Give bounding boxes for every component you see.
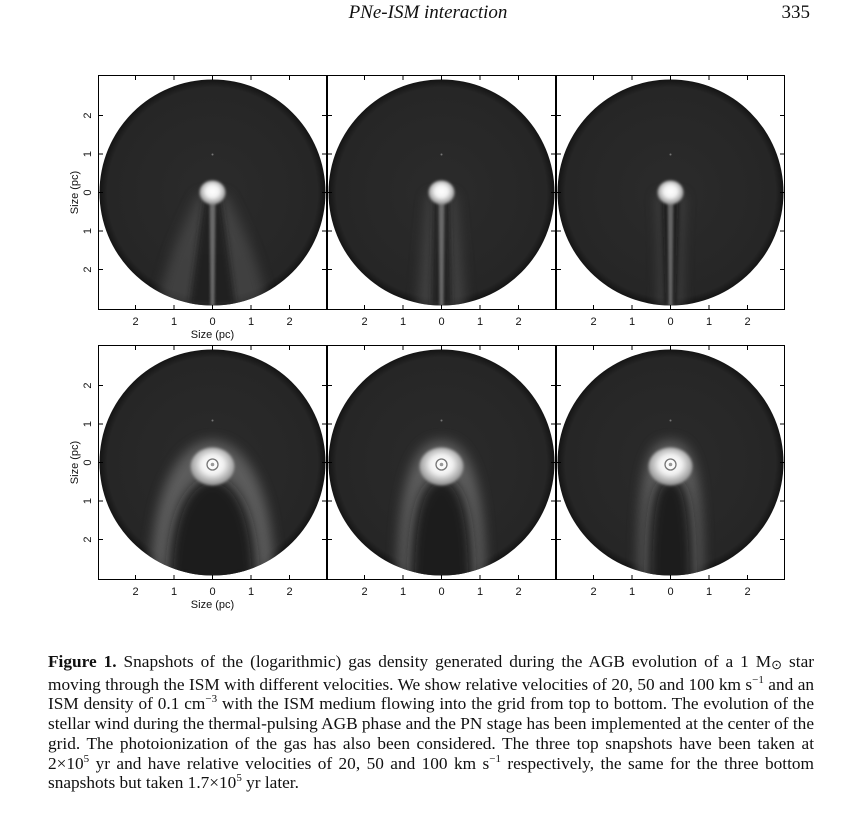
snapshot-panel-bottom-100kms bbox=[556, 345, 785, 586]
x-tick-label: 1 bbox=[247, 586, 255, 598]
x-tick-label: 2 bbox=[515, 316, 522, 328]
x-tick-label: 1 bbox=[247, 316, 255, 328]
y-axis-label: Size (pc) bbox=[69, 170, 81, 215]
x-tick-label: 1 bbox=[170, 316, 178, 328]
x-tick-label: 0 bbox=[438, 586, 445, 598]
snapshot-panel-bottom-50kms bbox=[327, 345, 556, 586]
x-tick-label: 1 bbox=[628, 586, 636, 598]
y-tick-label: 0 bbox=[82, 189, 94, 196]
x-tick-label: 0 bbox=[209, 586, 216, 598]
y-tick-label: 0 bbox=[82, 459, 94, 466]
caption-sup-2: −3 bbox=[205, 693, 218, 706]
caption-text-7: yr later. bbox=[241, 773, 299, 793]
x-tick-label: 0 bbox=[667, 316, 674, 328]
caption-sup-1: −1 bbox=[752, 673, 764, 686]
x-tick-label: 1 bbox=[705, 316, 713, 328]
x-tick-label: 2 bbox=[132, 586, 139, 598]
running-title: PNe-ISM interaction bbox=[348, 2, 508, 23]
caption-sup-3: 5 bbox=[83, 752, 90, 765]
page-number: 335 bbox=[781, 2, 810, 23]
y-tick-label: 2 bbox=[82, 112, 94, 119]
caption-sup-4: −1 bbox=[489, 752, 501, 765]
x-tick-label: 2 bbox=[286, 586, 293, 598]
y-tick-label: 2 bbox=[82, 536, 94, 543]
x-tick-label: 1 bbox=[476, 586, 484, 598]
snapshot-panel-top-100kms bbox=[556, 75, 785, 316]
x-tick-label: 2 bbox=[132, 316, 139, 328]
caption-sup-5: 5 bbox=[236, 772, 242, 785]
caption-text-6: respectively, the same for the three bottom snapshots but taken 1.7×10 bbox=[48, 753, 814, 793]
caption-label: Figure 1. bbox=[48, 652, 117, 671]
y-axis-label: Size (pc) bbox=[69, 440, 81, 485]
x-tick-label: 1 bbox=[399, 316, 407, 328]
x-tick-label: 2 bbox=[361, 586, 368, 598]
y-tick-label: 1 bbox=[82, 420, 94, 428]
x-tick-label: 2 bbox=[515, 586, 522, 598]
snapshot-panel-bottom-20kms bbox=[98, 345, 327, 586]
x-axis-label: Size (pc) bbox=[190, 599, 235, 611]
sun-symbol: ⊙ bbox=[771, 657, 783, 672]
x-tick-label: 2 bbox=[286, 316, 293, 328]
x-tick-label: 1 bbox=[476, 316, 484, 328]
x-tick-label: 1 bbox=[705, 586, 713, 598]
caption-text-4: with the ISM medium flowing into the grid from top to bottom. The evolution of the stellar wind during the thermal-pulsing AGB phase and the PN stage has been implemented at the center of the grid. The photoionization of the gas has also been considered. The three top snapshots have been taken at 2×10 bbox=[48, 694, 814, 773]
y-tick-label: 2 bbox=[82, 382, 94, 389]
x-tick-label: 2 bbox=[744, 586, 751, 598]
x-tick-label: 1 bbox=[170, 586, 178, 598]
y-tick-label: 1 bbox=[82, 150, 94, 158]
x-tick-label: 2 bbox=[590, 316, 597, 328]
x-tick-label: 2 bbox=[744, 316, 751, 328]
figure-caption bbox=[48, 652, 814, 793]
snapshot-panel-top-20kms bbox=[98, 75, 327, 316]
caption-text-3: and an ISM density of 0.1 cm bbox=[48, 674, 815, 714]
y-tick-label: 1 bbox=[82, 497, 94, 505]
snapshot-panel-top-50kms bbox=[327, 75, 556, 316]
y-tick-label: 1 bbox=[82, 227, 94, 235]
x-tick-label: 2 bbox=[361, 316, 368, 328]
y-tick-label: 2 bbox=[82, 266, 94, 273]
x-tick-label: 0 bbox=[438, 316, 445, 328]
caption-text-1: Snapshots of the (logarithmic) gas density generated during the AGB evolution of a 1 M bbox=[116, 652, 772, 671]
x-tick-label: 1 bbox=[399, 586, 407, 598]
x-axis-label: Size (pc) bbox=[190, 329, 235, 341]
caption-text-5: yr and have relative velocities of 20, 50 and 100 km s bbox=[89, 753, 490, 773]
x-tick-label: 1 bbox=[628, 316, 636, 328]
x-tick-label: 0 bbox=[667, 586, 674, 598]
caption-text-2: star moving through the ISM with different velocities. We show relative velocities of 20, 50 and 100 km s bbox=[48, 652, 815, 694]
x-tick-label: 0 bbox=[209, 316, 216, 328]
x-tick-label: 2 bbox=[590, 586, 597, 598]
